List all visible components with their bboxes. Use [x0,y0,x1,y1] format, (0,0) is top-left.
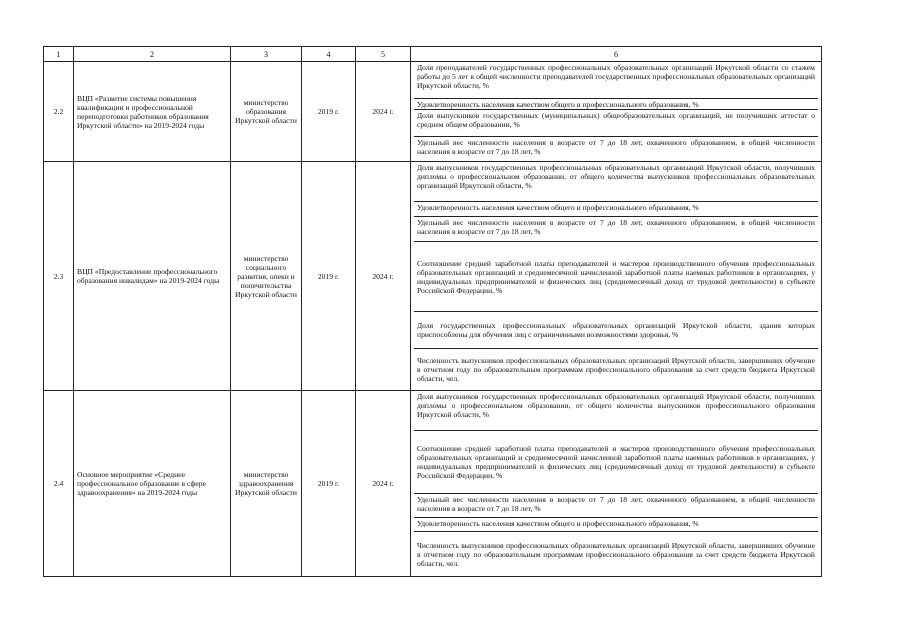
header-col-2: 2 [74,47,231,62]
table-row [44,62,822,162]
end-year: 2024 г. [356,62,411,162]
indicator-item: Соотношение средней заработной платы преподавателей и мастеров производственного обучения профессиональных образовательных организаций и среднемесячной начисленной заработной платы наемных работников в организациях, у индивидуальных предпринимателей и физических лиц (среднемесячный доход от трудовой деятельности) в субъекте Российской Федерации, % [414,242,818,312]
executor: министерство здравоохранения Иркутской области [231,391,302,577]
indicator-item: Доля преподавателей государственных профессиональных образовательных организаций Иркутской области со стажем работы до 5 лет в общей численности преподавателей государственных профессиональных образовательных организаций Иркутской области, % [414,62,818,99]
row-number: 2.2 [44,62,74,162]
indicator-item: Удовлетворенность населения качеством общего и профессионального образования, % [414,518,818,532]
header-col-6: 6 [411,47,822,62]
indicator-item: Удельный вес численности населения в возрасте от 7 до 18 лет, охваченного образованием, в общей численности населения в возрасте от 7 до 18 лет, % [414,217,818,242]
executor: министерство образования Иркутской области [231,62,302,162]
header-row [44,47,822,62]
program-name: Основное мероприятие «Среднее профессиональное образование в сфере здравоохранения» на 2019-2024 годы [74,391,231,577]
indicator-item: Численность выпускников профессиональных образовательных организаций Иркутской области, завершивших обучение в отчетном году по образовательным программам профессионального образования за счет средств бюджета Иркутской области, чел. [417,356,815,383]
row-number: 2.3 [44,162,74,391]
header-col-4: 4 [302,47,356,62]
header-col-1: 1 [44,47,74,62]
indicators-cell [411,162,822,391]
indicator-item: Удельный вес численности населения в возрасте от 7 до 18 лет, охваченного образованием, в общей численности населения в возрасте от 7 до 18 лет, % [417,138,815,156]
end-year: 2024 г. [356,391,411,577]
indicator-item: Доля выпускников государственных профессиональных образовательных организаций Иркутской области, получивших дипломы о профессиональном образовании, от общего количества выпускников профессионального образования Иркутской области, % [414,391,818,431]
program-name: ВЦП «Развитие системы повышения квалификации и профессиональной переподготовки работников образования Иркутской области» на 2019-2024 годы [74,62,231,162]
table-row [44,391,822,577]
start-year: 2019 г. [302,391,356,577]
row-number: 2.4 [44,391,74,577]
indicator-item: Численность выпускников профессиональных образовательных организаций Иркутской области, завершивших обучение в отчетном году по образовательным программам профессионального образования за счет средств бюджета Иркутской области, чел. [417,540,815,568]
program-name: ВЦП «Предоставление профессионального образования инвалидам» на 2019-2024 годы [74,162,231,391]
end-year: 2024 г. [356,162,411,391]
start-year: 2019 г. [302,162,356,391]
indicator-item: Удовлетворенность населения качеством общего и профессионального образования, % [414,99,818,110]
table-row [44,162,822,391]
indicator-item: Удовлетворенность населения качеством общего и профессионального образования, % [414,202,818,217]
indicators-cell [411,62,822,162]
indicator-item: Доля государственных профессиональных образовательных организаций Иркутской области, здания которых приспособлены для обучения лиц с ограниченными возможностями здоровья, % [414,312,818,349]
start-year: 2019 г. [302,62,356,162]
indicator-item: Доля выпускников государственных (муниципальных) общеобразовательных организаций, не получивших аттестат о среднем общем образовании, % [414,110,818,137]
header-col-5: 5 [356,47,411,62]
indicator-item: Доля выпускников государственных профессиональных образовательных организаций Иркутской области, получивших дипломы о профессиональном образовании, от общего количества выпускников профессиональных образовательных организаций Иркутской области, % [414,162,818,202]
indicator-item: Соотношение средней заработной платы преподавателей и мастеров производственного обучения профессиональных образовательных организаций и среднемесячной начисленной заработной платы наемных работников в организациях, у индивидуальных предпринимателей и физических лиц (среднемесячный доход от трудовой деятельности) в субъекте Российской Федерации, % [414,431,818,494]
executor: министерство социального развития, опеки и попечительства Иркутской области [231,162,302,391]
header-col-3: 3 [231,47,302,62]
indicators-cell [411,391,822,577]
indicator-item: Удельный вес численности населения в возрасте от 7 до 18 лет, охваченного образованием, в общей численности населения в возрасте от 7 до 18 лет, % [414,494,818,518]
program-table [43,46,822,577]
